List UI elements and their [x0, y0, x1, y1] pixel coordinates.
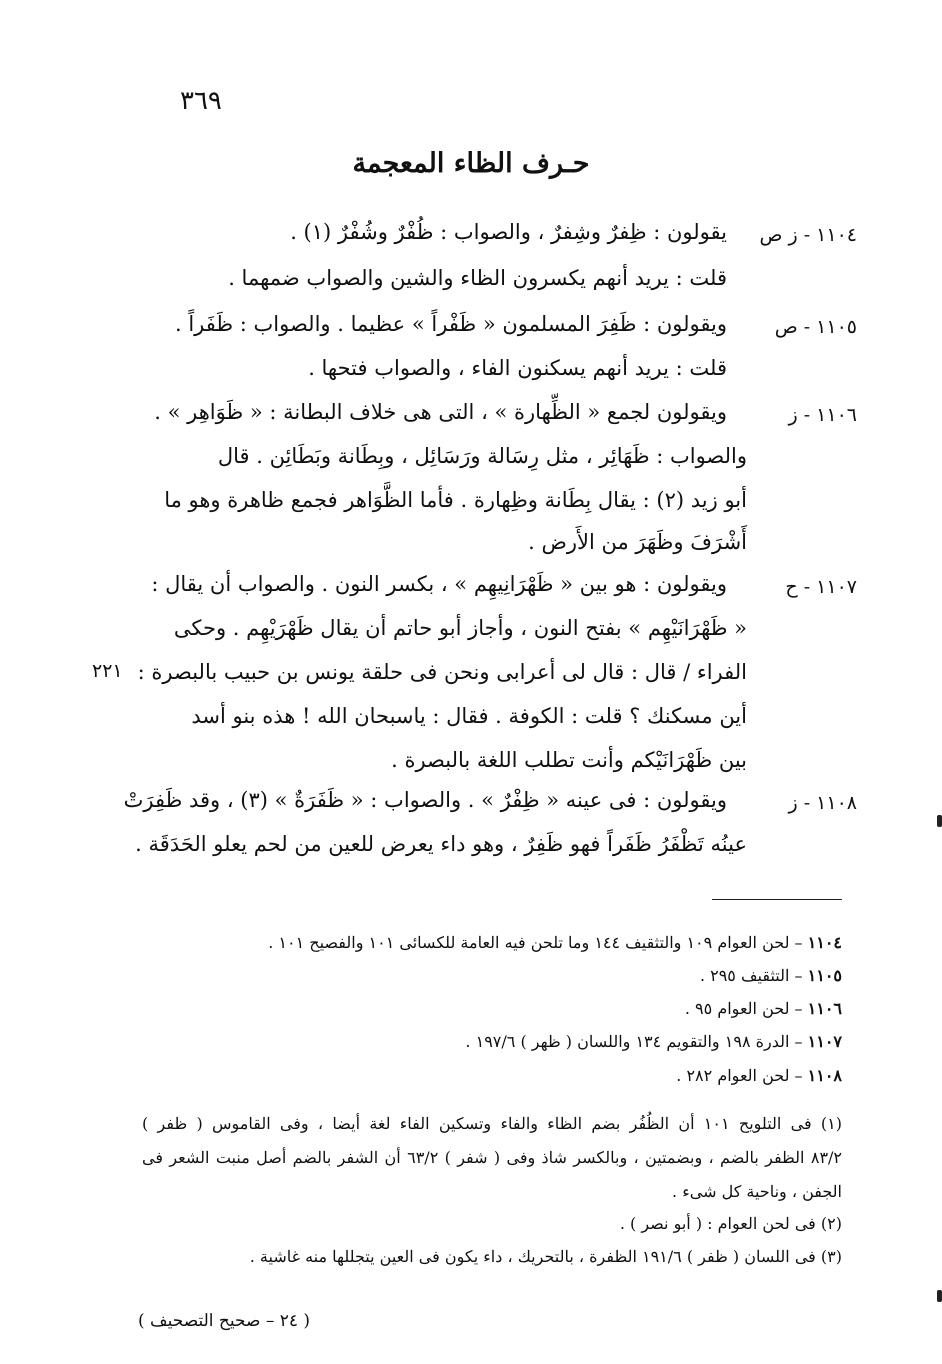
entry-line: أَشْرَفَ وظَهَرَ من الأَرض .: [528, 530, 747, 554]
entry-line: والصواب : ظَهَائِر ، مثل رِسَالة ورَسَائِل ، وبِطَانة وبَطَائِن . قال: [217, 444, 747, 468]
source-number: ١١٠٧: [807, 1032, 842, 1051]
footnote-line: (٢) فى لحن العوام : ( أبو نصر ) .: [619, 1214, 842, 1233]
footnote-line: ٨٣/٢ الظفر بالضم ، وبضمتين ، وبالكسر شاذ وفى ( شفر ) ٦٣/٢ أن الشفر بالضم أصل منبت الشعر فى: [142, 1148, 843, 1167]
entry-line: قلت : يريد أنهم يسكنون الفاء ، والصواب فتحها .: [308, 356, 727, 380]
entry-line: ويقولون : هو بين « ظَهْرَانِيهِم » ، بكسر النون . والصواب أن يقال :: [151, 572, 727, 596]
entry-number: ١١٠٧ - ح: [785, 576, 857, 598]
entry-line: ويقولون لجمع « الظِّهارة » ، التى هى خلاف البطانة : « ظَوَاهِر » .: [154, 400, 727, 424]
source-text: – لحن العوام ٩٥ .: [684, 999, 803, 1018]
entry-line: أبو زيد (٢) : يقال بِطَانة وظِهارة . فأما الظَّوَاهر فجمع ظاهرة وهو ما: [164, 488, 747, 512]
chapter-title: حـرف الظاء المعجمة: [352, 148, 590, 179]
entry-line: بين ظَهْرَانَيْكم وأنت تطلب اللغة بالبصرة .: [391, 748, 747, 772]
entry-number: ١١٠٥ - ص: [774, 316, 857, 338]
entry-line: « ظَهْرَانَيْهِم » بفتح النون ، وأجاز أبو حاتم أن يقال ظَهْرَيْهِم . وحكى: [173, 616, 747, 640]
entry-line: ويقولون : فى عينه « ظِفْرٌ » . والصواب : « ظَفَرَةٌ » (٣) ، وقد ظَفِرَتْ: [123, 788, 727, 812]
source-number: ١١٠٤: [807, 933, 842, 952]
source-line: [676, 1066, 842, 1085]
entry-line: أين مسكنك ؟ قلت : الكوفة . فقال : ياسبحان الله ! هذه بنو أسد: [191, 704, 747, 728]
source-line: [268, 933, 842, 952]
scan-edge-mark: [937, 1290, 942, 1302]
source-line: [685, 999, 842, 1018]
source-number: ١١٠٨: [807, 1066, 842, 1085]
entry-number: ١١٠٤ - ز ص: [759, 224, 857, 246]
entry-line: يقولون : ظِفرٌ وشِفرٌ ، والصواب : ظُفْرٌ وشُفْرٌ (١) .: [290, 220, 727, 244]
page-footer-signature: ( ٢٤ – صحيح التصحيف ): [138, 1311, 311, 1331]
scan-edge-mark: [937, 815, 942, 827]
source-text: – لحن العوام ٢٨٢ .: [676, 1066, 803, 1085]
footnote-line: (٣) فى اللسان ( ظفر ) ١٩١/٦ الظفرة ، بالتحريك ، داء يكون فى العين يتجللها منه غاشية .: [249, 1247, 842, 1266]
entry-line: ويقولون : ظَفِرَ المسلمون « ظَفْراً » عظيما . والصواب : ظَفَراً .: [174, 312, 727, 336]
entry-number: ١١٠٦ - ز: [788, 404, 857, 426]
source-text: – التثقيف ٢٩٥ .: [699, 966, 803, 985]
margin-page-reference: ٢٢١: [92, 660, 123, 682]
source-text: – الدرة ١٩٨ والتقويم ١٣٤ واللسان ( ظهر ) ١٩٧/٦ .: [465, 1032, 803, 1051]
entry-line: قلت : يريد أنهم يكسرون الظاء والشين والصواب ضمهما .: [228, 266, 727, 290]
footnote-divider: [712, 899, 842, 900]
source-number: ١١٠٦: [807, 999, 842, 1018]
source-line: [465, 1032, 842, 1051]
footnote-line: الجفن ، وناحية كل شىء .: [672, 1182, 842, 1201]
page-number: ٣٦٩: [180, 86, 222, 116]
entry-line: الفراء / قال : قال لى أعرابى ونحن فى حلقة يونس بن حبيب بالبصرة :: [137, 660, 747, 684]
source-number: ١١٠٥: [807, 966, 842, 985]
footnote-line: (١) فى التلويح ١٠١ أن الظُفُر بضم الظاء والفاء وتسكين الفاء لغة أيضا ، وفى القاموس ( ظفر ): [142, 1114, 842, 1133]
source-text: – لحن العوام ١٠٩ والتثقيف ١٤٤ وما تلحن فيه العامة للكسائى ١٠١ والفصيح ١٠١ .: [268, 933, 803, 952]
entry-line: عينُه تَظْفَرُ ظَفَراً فهو ظَفِرٌ ، وهو داء يعرض للعين من لحم يعلو الحَدَقَة .: [135, 832, 747, 856]
entry-number: ١١٠٨ - ز: [788, 792, 857, 814]
source-line: [700, 966, 842, 985]
